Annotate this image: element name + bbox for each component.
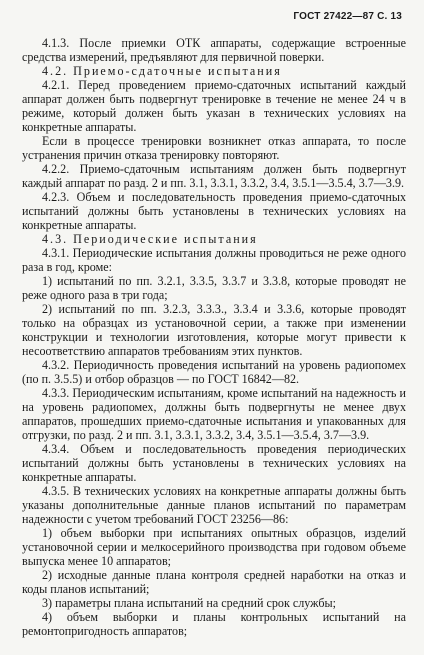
- paragraph-4-3-4: 4.3.4. Объем и последовательность проведения периодических испытаний должны быть установлены в технических условиях на конкретные аппараты.: [22, 442, 406, 484]
- list-item-4-3-5-1: 1) объем выборки при испытаниях опытных образцов, изделий установочной серии и мелкосерийного производства при годовом объеме выпуска менее 10 аппаратов;: [22, 526, 406, 568]
- paragraph-4-3-1: 4.3.1. Периодические испытания должны проводиться не реже одного раза в год, кроме:: [22, 246, 406, 274]
- list-item-4-3-1-2: 2) испытаний по пп. 3.2.3, 3.3.3., 3.3.4 и 3.3.6, которые проводят только на образцах из установочной серии, а также при изменении конструкции и технологии изготовления, которые могут привести к несоответствию аппаратов требованиям этих пунктов.: [22, 302, 406, 358]
- list-item-4-3-1-1: 1) испытаний по пп. 3.2.1, 3.3.5, 3.3.7 и 3.3.8, которые проводят не реже одного раза в три года;: [22, 274, 406, 302]
- page-header: ГОСТ 27422—87 С. 13: [293, 11, 402, 22]
- paragraph-4-2-2: 4.2.2. Приемо-сдаточным испытаниям должен быть подвергнут каждый аппарат по разд. 2 и пп. 3.1, 3.3.1, 3.3.2, 3.4, 3.5.1—3.5.4, 3.7—3.9.: [22, 162, 406, 190]
- paragraph-4-2-1: 4.2.1. Перед проведением приемо-сдаточных испытаний каждый аппарат должен быть подвергнут тренировке в течение не менее 24 ч в режиме, который должен быть указан в технических условиях на конкретные аппараты.: [22, 78, 406, 134]
- paragraph-4-3-2: 4.3.2. Периодичность проведения испытаний на уровень радиопомех (по п. 3.5.5) и отбор образцов — по ГОСТ 16842—82.: [22, 358, 406, 386]
- section-heading-4-2: 4.2. Приемо-сдаточные испытания: [42, 64, 282, 78]
- section-heading-4-3: 4.3. Периодические испытания: [42, 232, 258, 246]
- paragraph-4-1-3: 4.1.3. После приемки ОТК аппараты, содержащие встроенные средства измерений, предъявляют для первичной поверки.: [22, 36, 406, 64]
- paragraph-4-3-5: 4.3.5. В технических условиях на конкретные аппараты должны быть указаны дополнительные данные планов испытаний по параметрам надежности с учетом требований ГОСТ 23256—86:: [22, 484, 406, 526]
- list-item-4-3-5-4: 4) объем выборки и планы контрольных испытаний на ремонтопригодность аппаратов;: [22, 610, 406, 638]
- paragraph-4-2-1-cont: Если в процессе тренировки возникнет отказ аппарата, то после устранения причин отказа тренировку повторяют.: [22, 134, 406, 162]
- list-item-4-3-5-2: 2) исходные данные плана контроля средней наработки на отказ и коды планов испытаний;: [22, 568, 406, 596]
- paragraph-4-3-3: 4.3.3. Периодическим испытаниям, кроме испытаний на надежность и на уровень радиопомех, должны быть подвергнуты не менее двух аппаратов, прошедших приемо-сдаточные испытания и упакованных для отгрузки, по разд. 2 и пп. 3.1, 3.3.1, 3.3.2, 3.4, 3.5.1—3.5.4, 3.7—3.9.: [22, 386, 406, 442]
- paragraph-4-2-3: 4.2.3. Объем и последовательность проведения приемо-сдаточных испытаний должны быть установлены в технических условиях на конкретные аппараты.: [22, 190, 406, 232]
- list-item-4-3-5-3: 3) параметры плана испытаний на средний срок службы;: [42, 596, 336, 610]
- document-body: [22, 36, 406, 638]
